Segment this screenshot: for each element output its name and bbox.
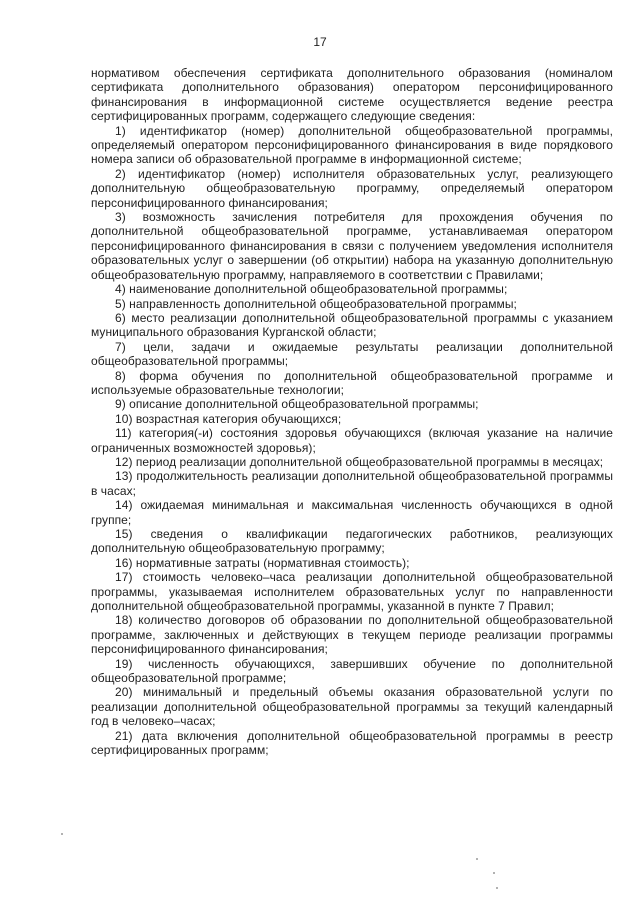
list-item: 3) возможность зачисления потребителя для прохождения обучения по дополнительной общеобразовательной программе, устанавливаемая оператором персонифицированного финансирования в связи с получением уведомления исполнителя образовательных услуг о завершении (об открытии) набора на указанную дополнительную общеобразовательную программу, направляемого в соответствии с Правилами; xyxy=(91,210,613,282)
list-item: 2) идентификатор (номер) исполнителя образовательных услуг, реализующего дополнительную общеобразовательную программу, определяемый оператором персонифицированного финансирования; xyxy=(91,166,613,210)
list-item: 21) дата включения дополнительной общеобразовательной программы в реестр сертифицированных программ; xyxy=(91,728,613,758)
list-item: 16) нормативные затраты (нормативная стоимость); xyxy=(115,555,410,570)
scan-speck xyxy=(496,887,498,889)
intro-paragraph: нормативом обеспечения сертификата дополнительного образования (номиналом сертификата дополнительного образования) оператором персонифицированного финансирования в информационной системе осуществляется ведение реестра сертифицированных программ, содержащего следующие сведения: xyxy=(91,66,613,124)
scan-speck xyxy=(61,833,63,835)
list-item: 8) форма обучения по дополнительной общеобразовательной программе и используемые образовательные технологии; xyxy=(91,368,613,397)
list-item: 11) категория(-и) состояния здоровья обучающихся (включая указание на наличие ограниченных возможностей здоровья); xyxy=(91,426,613,455)
scan-speck xyxy=(493,872,495,874)
scan-speck xyxy=(476,858,478,860)
list-item: 4) наименование дополнительной общеобразовательной программы; xyxy=(115,282,508,297)
list-item: 20) минимальный и предельный объемы оказания образовательной услуги по реализации дополнительной общеобразовательной программы за текущий календарный год в человеко–часах; xyxy=(91,685,613,729)
list-item: 15) сведения о квалификации педагогических работников, реализующих дополнительную общеобразовательную программу; xyxy=(91,527,613,556)
list-item: 13) продолжительность реализации дополнительной общеобразовательной программы в часах; xyxy=(91,469,613,498)
list-item: 10) возрастная категория обучающихся; xyxy=(115,411,342,426)
list-item: 19) численность обучающихся, завершивших обучение по дополнительной общеобразовательной программе; xyxy=(91,656,613,686)
list-item: 6) место реализации дополнительной общеобразовательной программы с указанием муниципального образования Курганской области; xyxy=(91,310,613,340)
list-item: 17) стоимость человеко–часа реализации дополнительной общеобразовательной программы, указываемая исполнителем образовательных услуг по направленности дополнительной общеобразовательной программы, указанной в пункте 7 Правил; xyxy=(91,570,613,614)
list-item: 12) период реализации дополнительной общеобразовательной программы в месяцах; xyxy=(115,454,604,469)
list-item: 1) идентификатор (номер) дополнительной общеобразовательной программы, определяемый оператором персонифицированного финансирования в виде порядкового номера записи об образовательной программе в информационной системе; xyxy=(91,123,613,167)
body-text xyxy=(91,66,613,758)
list-item: 18) количество договоров об образовании по дополнительной общеобразовательной программе, заключенных и действующих в текущем периоде реализации программы персонифицированного финансирования; xyxy=(91,613,613,657)
list-item: 9) описание дополнительной общеобразовательной программы; xyxy=(115,397,479,412)
list-item: 5) направленность дополнительной общеобразовательной программы; xyxy=(115,296,517,311)
page-number: 17 xyxy=(313,35,327,49)
list-item: 14) ожидаемая минимальная и максимальная численность обучающихся в одной группе; xyxy=(91,498,613,527)
list-item: 7) цели, задачи и ожидаемые результаты реализации дополнительной общеобразовательной программы; xyxy=(91,339,613,369)
